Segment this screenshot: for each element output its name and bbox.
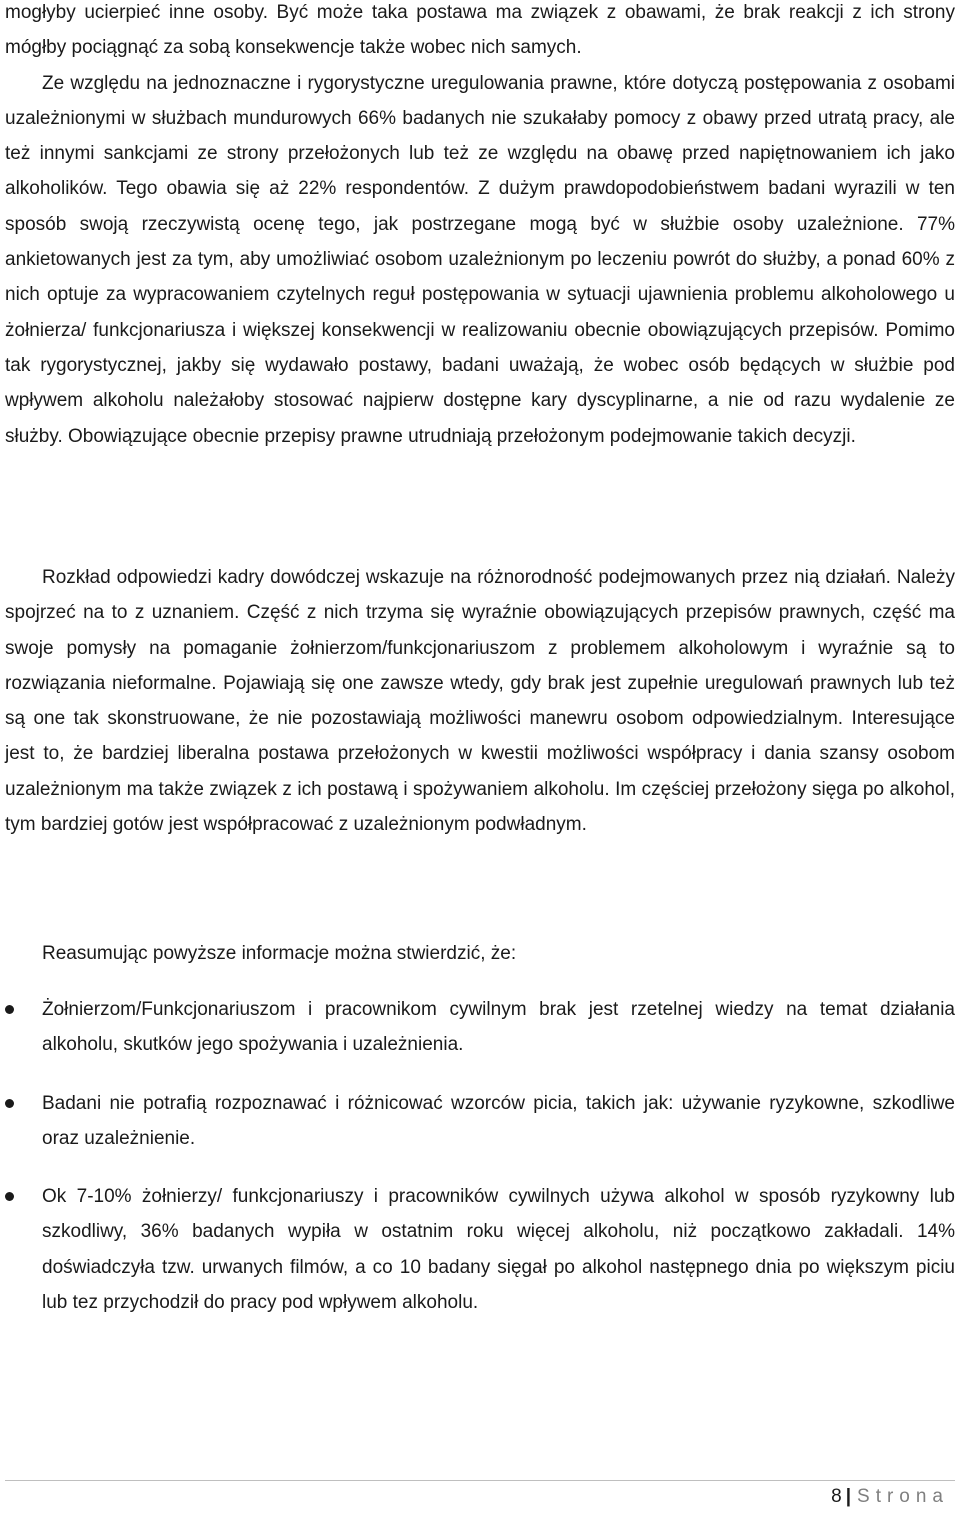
bullet-text: Ok 7-10% żołnierzy/ funkcjonariuszy i pracowników cywilnych używa alkohol w sposób ryzykowny lub szkodliwy, 36% badanych wypiła w ostatnim roku więcej alkoholu, niż początkowo zakładali. 14% doświadczyła tzw. urwanych filmów, a co 10 badany sięgał po alkohol następnego dnia po większym piciu lub tez przychodził do pracy pod wpływem alkoholu. <box>42 1186 955 1313</box>
bullet-text: Żołnierzom/Funkcjonariuszom i pracownikom cywilnym brak jest rzetelnej wiedzy na temat działania alkoholu, skutków jego spożywania i uzależnienia. <box>42 999 955 1056</box>
bullet-item <box>5 992 955 1063</box>
bullet-dot-icon <box>5 1099 14 1108</box>
bullet-dot-icon <box>5 1192 14 1201</box>
summary-intro: Reasumując powyższe informacje można stwierdzić, że: <box>42 943 517 964</box>
paragraph-command-staff: Rozkład odpowiedzi kadry dowódczej wskazuje na różnorodność podejmowanych przez nią działań. Należy spojrzeć na to z uznaniem. Część z nich trzyma się wyraźnie obowiązujących przepisów prawnych, część ma swoje pomysły na pomaganie żołnierzom/funkcjonariuszom z problemem alkoholowym i wyraźnie są to rozwiązania nieformalne. Pojawiają się one zawsze wtedy, gdy brak jest zupełnie uregulowań prawnych lub też są one tak skonstruowane, że nie pozostawiają możliwości manewru osobom odpowiedzialnym. Interesujące jest to, że bardziej liberalna postawa przełożonych w kwestii możliwości współpracy i dania szansy osobom uzależnionym ma także związek z ich postawą i spożywaniem alkoholu. Im częściej przełożony sięga po alkohol, tym bardziej gotów jest współpracować z uzależnionym podwładnym. <box>5 567 955 836</box>
footer-divider <box>5 1480 955 1481</box>
bullet-text: Badani nie potrafią rozpoznawać i różnicować wzorców picia, takich jak: używanie ryzykowne, szkodliwe oraz uzależnienie. <box>42 1093 955 1150</box>
bullet-item <box>5 1179 955 1320</box>
bullet-dot-icon <box>5 1005 14 1014</box>
bullet-item <box>5 1086 955 1157</box>
page-number: 8 <box>831 1486 842 1507</box>
footer-separator: | <box>845 1486 852 1507</box>
paragraph-continuation: mogłyby ucierpieć inne osoby. Być może taka postawa ma związek z obawami, że brak reakcji z ich strony mógłby pociągnąć za sobą konsekwencje także wobec nich samych. <box>5 2 955 59</box>
document-page <box>5 0 955 1513</box>
page-footer <box>831 1485 949 1509</box>
paragraph-regulations: Ze względu na jednoznaczne i rygorystyczne uregulowania prawne, które dotyczą postępowania z osobami uzależnionymi w służbach mundurowych 66% badanych nie szukałaby pomocy z obawy przed utratą pracy, ale też innymi sankcjami ze strony przełożonych lub też ze względu na obawę przed napiętnowaniem ich jako alkoholików. Tego obawia się aż 22% respondentów. Z dużym prawdopodobieństwem badani wyrazili w ten sposób swoją rzeczywistą ocenę tego, jak postrzegane mogą być w służbie osoby uzależnione. 77% ankietowanych jest za tym, aby umożliwiać osobom uzależnionym po leczeniu powrót do służby, a ponad 60% z nich optuje za wypracowaniem czytelnych reguł postępowania w sytuacji ujawnienia problemu alkoholowego u żołnierza/ funkcjonariusza i większej konsekwencji w realizowaniu obecnie obowiązujących przepisów. Pomimo tak rygorystycznej, jakby się wydawało postawy, badani uważają, że wobec osób będących w służbie pod wpływem alkoholu należałoby stosować najpierw dostępne kary dyscyplinarne, a nie od razu wydalenie ze służby. Obowiązujące obecnie przepisy prawne utrudniają przełożonym podejmowanie takich decyzji. <box>5 72 955 447</box>
page-label: Strona <box>857 1486 949 1507</box>
paragraph-block-1 <box>5 0 955 454</box>
